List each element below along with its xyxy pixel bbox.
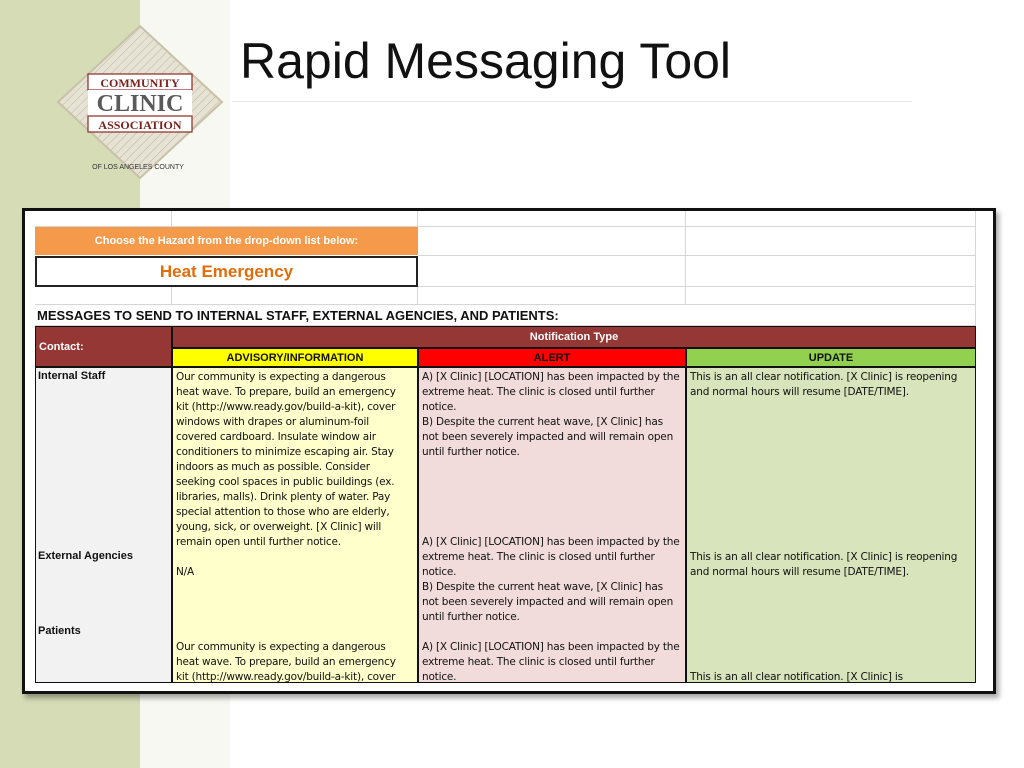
logo-subtitle: OF LOS ANGELES COUNTY bbox=[92, 164, 184, 171]
advisory-column-header: ADVISORY/INFORMATION bbox=[172, 348, 418, 367]
patients-advisory-message: Our community is expecting a dangerous heat wave. To prepare, build an emergency kit (http://www.ready.gov/build-a-kit), cover bbox=[176, 641, 396, 683]
internal-update-message: This is an all clear notification. [X Clinic] is reopening and normal hours will resume [DATE/TIME]. bbox=[690, 371, 958, 398]
contact-external-agencies: External Agencies bbox=[38, 550, 133, 562]
patients-update-message: This is an all clear notification. [X Clinic] is bbox=[690, 671, 903, 683]
grid-cell bbox=[418, 227, 686, 256]
spreadsheet-grid bbox=[25, 211, 993, 691]
contact-patients: Patients bbox=[38, 625, 81, 637]
grid-cell bbox=[35, 211, 172, 227]
grid-cell bbox=[172, 211, 418, 227]
logo-line1: COMMUNITY bbox=[100, 76, 180, 90]
slide-title: Rapid Messaging Tool bbox=[240, 33, 732, 89]
grid-cell bbox=[686, 287, 976, 305]
update-column-header: UPDATE bbox=[686, 348, 976, 367]
external-advisory-message: N/A bbox=[176, 566, 194, 578]
grid-cell bbox=[686, 256, 976, 287]
grid-cell bbox=[418, 287, 686, 305]
grid-cell bbox=[418, 211, 686, 227]
external-alert-message-a: A) [X Clinic] [LOCATION] has been impacted by the extreme heat. The clinic is closed until further notice. bbox=[422, 536, 680, 578]
grid-cell bbox=[686, 305, 976, 326]
patients-alert-message: A) [X Clinic] [LOCATION] has been impacted by the extreme heat. The clinic is closed until further notice. bbox=[422, 641, 680, 683]
grid-cell bbox=[686, 227, 976, 256]
notification-type-header: Notification Type bbox=[172, 326, 976, 348]
alert-column-header: ALERT bbox=[418, 348, 686, 367]
internal-advisory-message: Our community is expecting a dangerous heat wave. To prepare, build an emergency kit (http://www.ready.gov/build-a-kit), cover windows with drapes or aluminum-foil covered cardboard. Insulate window air conditioners to minimize escaping air. Stay indoors as much as possible. Consider seeking cool spaces in public buildings (ex. libraries, malls). Drink plenty of water. Pay special attention to those who are elderly, young, sick, or overweight. [X Clinic] will remain open until further notice. bbox=[176, 371, 396, 548]
logo-line3: ASSOCIATION bbox=[98, 118, 182, 132]
internal-alert-message-b: B) Despite the current heat wave, [X Clinic] has not been severely impacted and will remain open until further notice. bbox=[422, 416, 674, 458]
title-divider bbox=[232, 101, 912, 102]
grid-cell bbox=[418, 256, 686, 287]
hazard-prompt: Choose the Hazard from the drop-down list below: bbox=[35, 227, 418, 255]
update-column bbox=[686, 367, 976, 683]
grid-cell bbox=[35, 287, 172, 305]
messages-heading: MESSAGES TO SEND TO INTERNAL STAFF, EXTERNAL AGENCIES, AND PATIENTS: bbox=[37, 308, 559, 323]
contact-header: Contact: bbox=[35, 326, 172, 367]
grid-cell bbox=[686, 211, 976, 227]
grid-cell bbox=[172, 287, 418, 305]
external-alert-message-b: B) Despite the current heat wave, [X Clinic] has not been severely impacted and will remain open until further notice. bbox=[422, 581, 674, 623]
community-clinic-association-logo bbox=[50, 24, 230, 184]
internal-alert-message-a: A) [X Clinic] [LOCATION] has been impacted by the extreme heat. The clinic is closed until further notice. bbox=[422, 371, 680, 413]
logo-line2: CLINIC bbox=[96, 91, 184, 117]
spreadsheet-screenshot bbox=[22, 208, 996, 694]
contact-internal-staff: Internal Staff bbox=[38, 370, 106, 382]
external-update-message: This is an all clear notification. [X Clinic] is reopening and normal hours will resume [DATE/TIME]. bbox=[690, 551, 958, 578]
hazard-dropdown[interactable]: Heat Emergency bbox=[35, 256, 418, 287]
